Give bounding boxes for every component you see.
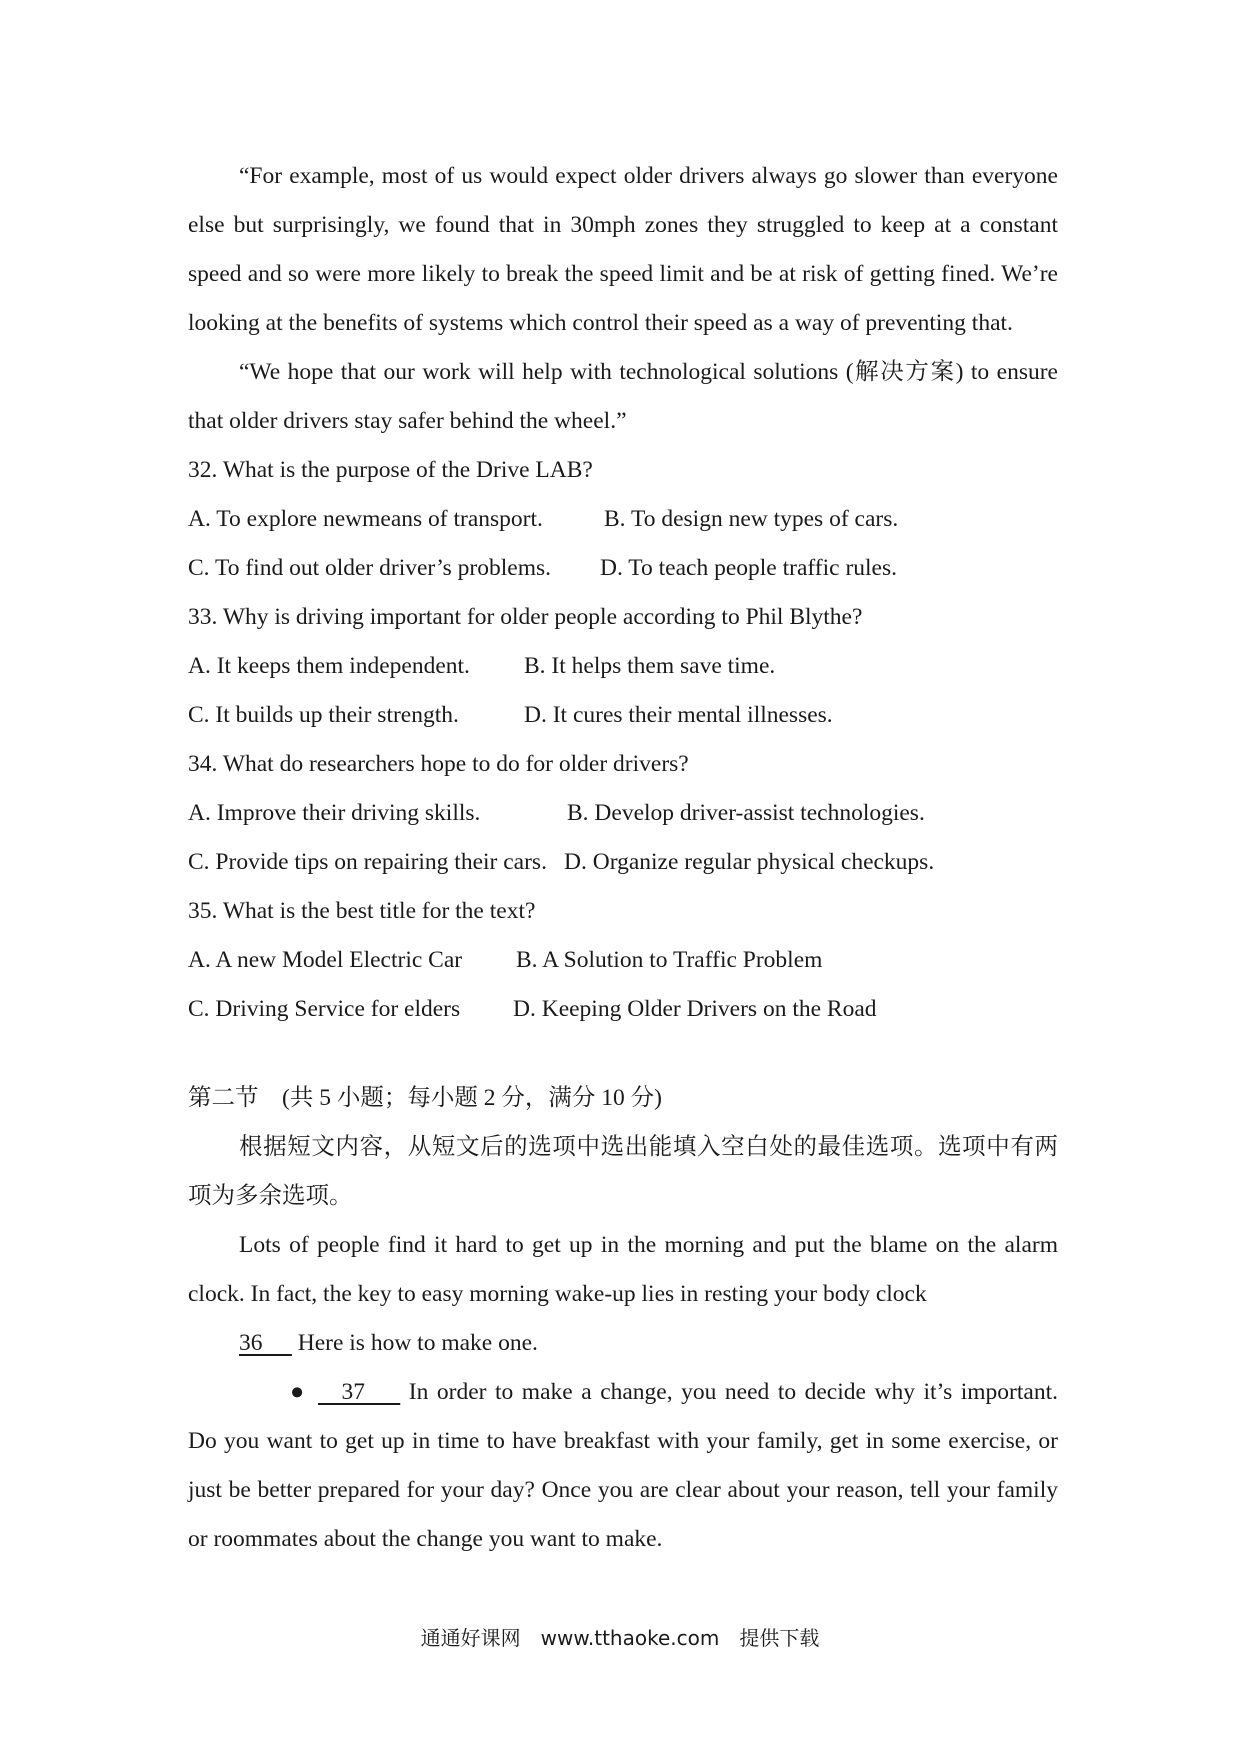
options-row <box>188 985 1058 1034</box>
question-35 <box>188 887 1058 1034</box>
cloze-paragraph-1 <box>188 1221 1058 1368</box>
option-b: B. Develop driver-assist technologies. <box>567 800 925 826</box>
option-d: D. Keeping Older Drivers on the Road <box>513 996 877 1022</box>
options-row <box>188 642 1058 691</box>
options-row <box>188 789 1058 838</box>
option-c: C. To find out older driver’s problems. <box>188 555 551 581</box>
option-b: B. It helps them save time. <box>524 653 776 679</box>
option-d: D. Organize regular physical checkups. <box>564 849 935 875</box>
option-a: A. To explore newmeans of transport. <box>188 506 543 532</box>
cloze-text: Lots of people find it hard to get up in the morning and put the blame on the alarm clock. In fact, the key to easy morning wake-up lies in resting your body clock <box>188 1232 1058 1307</box>
option-d: D. It cures their mental illnesses. <box>524 702 833 728</box>
blank-37: 37 <box>341 1379 365 1405</box>
option-b: B. A Solution to Traffic Problem <box>516 947 823 973</box>
option-c: C. Provide tips on repairing their cars. <box>188 849 547 875</box>
passage-paragraph-2: “We hope that our work will help with technological solutions (解决方案) to ensure that older drivers stay safer behind the wheel.” <box>188 359 1058 434</box>
option-c: C. Driving Service for elders <box>188 996 461 1022</box>
options-row <box>188 936 1058 985</box>
options-row <box>188 544 1058 593</box>
option-a: A. It keeps them independent. <box>188 653 470 679</box>
exam-page-content <box>188 152 1058 1564</box>
option-b: B. To design new types of cars. <box>604 506 899 532</box>
question-stem: 35. What is the best title for the text? <box>188 898 536 924</box>
question-stem: 33. Why is driving important for older people according to Phil Blythe? <box>188 604 863 630</box>
passage-paragraph-1: “For example, most of us would expect older drivers always go slower than everyone else but surprisingly, we found that in 30mph zones they struggled to keep at a constant speed and so were more likely to break the speed limit and be at risk of getting fined. We’re looking at the benefits of systems which control their speed as a way of preventing that. <box>188 163 1058 336</box>
option-a: A. Improve their driving skills. <box>188 800 481 826</box>
question-32 <box>188 446 1058 593</box>
options-row <box>188 838 1058 887</box>
bullet-icon: ● <box>290 1379 305 1405</box>
question-34 <box>188 740 1058 887</box>
options-row <box>188 495 1058 544</box>
cloze-text-tail: Here is how to make one. <box>297 1330 538 1356</box>
question-33 <box>188 593 1058 740</box>
section-instruction: 根据短文内容，从短文后的选项中选出能填入空白处的最佳选项。选项中有两项为多余选项。 <box>188 1134 1058 1209</box>
blank-36: 36 <box>239 1330 263 1356</box>
question-stem: 32. What is the purpose of the Drive LAB? <box>188 457 593 483</box>
page-footer: 通通好课网 www.tthaoke.com 提供下载 <box>420 1626 820 1650</box>
section-heading: 第二节 (共 5 小题；每小题 2 分，满分 10 分) <box>188 1085 662 1111</box>
option-d: D. To teach people traffic rules. <box>600 555 897 581</box>
option-c: C. It builds up their strength. <box>188 702 459 728</box>
question-stem: 34. What do researchers hope to do for older drivers? <box>188 751 689 777</box>
cloze-paragraph-2 <box>188 1368 1058 1564</box>
cloze-text: In order to make a change, you need to decide why it’s important. Do you want to get up in time to have breakfast with your family, get in some exercise, or just be better prepared for your day? Once you are clear about your reason, tell your family or roommates about the change you want to make. <box>188 1379 1058 1552</box>
option-a: A. A new Model Electric Car <box>188 947 463 973</box>
options-row <box>188 691 1058 740</box>
